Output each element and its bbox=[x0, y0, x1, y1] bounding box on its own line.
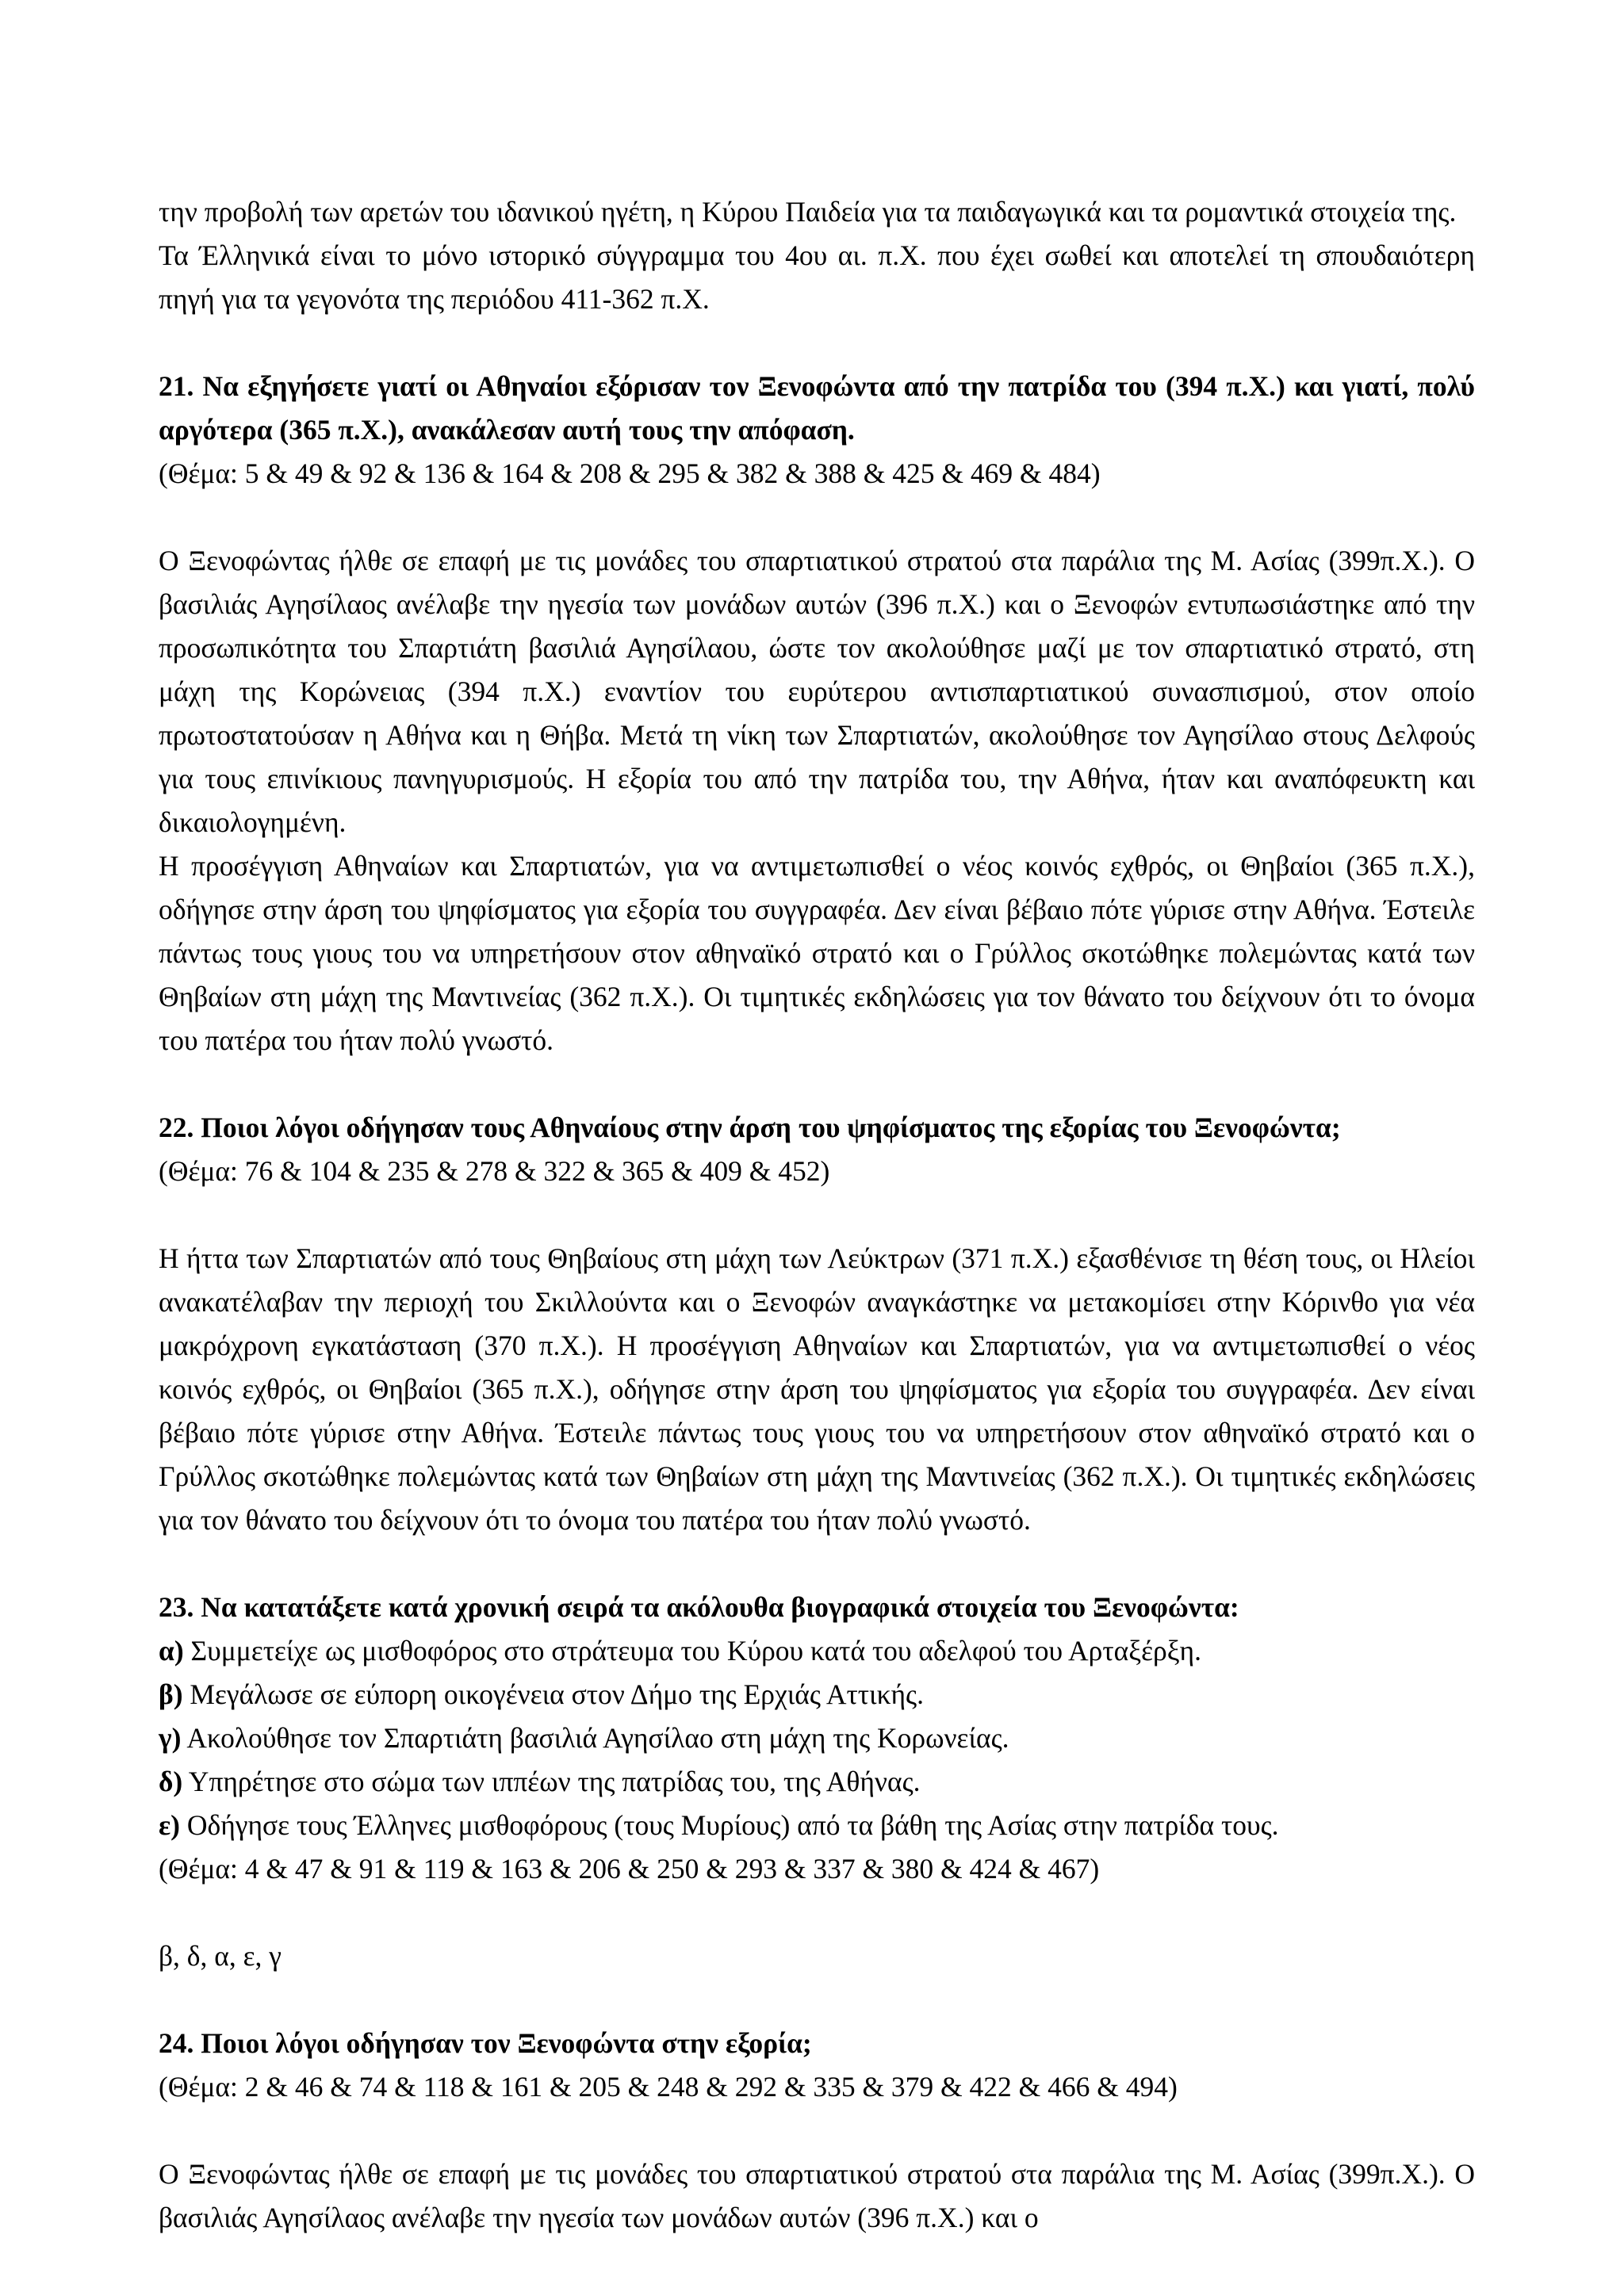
question-23-item-e bbox=[159, 1804, 1475, 1847]
item-letter: δ) bbox=[159, 1766, 183, 1797]
question-23-item-d bbox=[159, 1760, 1475, 1804]
item-text: Μεγάλωσε σε εύπορη οικογένεια στον Δήμο της Ερχιάς Αττικής. bbox=[182, 1678, 924, 1710]
question-24-answer-1: Ο Ξενοφώντας ήλθε σε επαφή με τις μονάδες του σπαρτιατικού στρατού στα παράλια της Μ. Ασίας (399π.Χ.). Ο βασιλιάς Αγησίλαος ανέλαβε την ηγεσία των μονάδων αυτών (396 π.Χ.) και ο bbox=[159, 2158, 1475, 2233]
question-22-themes: (Θέμα: 76 & 104 & 235 & 278 & 322 & 365 & 409 & 452) bbox=[159, 1155, 830, 1187]
spacer bbox=[159, 2109, 1475, 2152]
question-24-title: 24. Ποιοι λόγοι οδήγησαν τον Ξενοφώντα στην εξορία; bbox=[159, 2027, 812, 2059]
document-page bbox=[159, 190, 1475, 2240]
question-21-answer-2: Η προσέγγιση Αθηναίων και Σπαρτιατών, για να αντιμετωπισθεί ο νέος κοινός εχθρός, οι Θηβαίοι (365 π.Χ.), οδήγησε στην άρση του ψηφίσματος για εξορία του συγγραφέα. Δεν είναι βέβαιο πότε γύρισε στην Αθήνα. Έστειλε πάντως τους γιους του να υπηρετήσουν στον αθηναϊκό στρατό και ο Γρύλλος σκοτώθηκε πολεμώντας κατά των Θηβαίων στη μάχη της Μαντινείας (362 π.Χ.). Οι τιμητικές εκδηλώσεις για τον θάνατο του δείχνουν ότι το όνομα του πατέρα του ήταν πολύ γνωστό. bbox=[159, 850, 1475, 1056]
question-23-item-c bbox=[159, 1716, 1475, 1760]
item-text: Υπηρέτησε στο σώμα των ιππέων της πατρίδας του, της Αθήνας. bbox=[182, 1766, 921, 1797]
question-23-item-b bbox=[159, 1673, 1475, 1716]
item-text: Οδήγησε τους Έλληνες μισθοφόρους (τους Μυρίους) από τα βάθη της Ασίας στην πατρίδα τους. bbox=[180, 1809, 1279, 1841]
question-21-themes: (Θέμα: 5 & 49 & 92 & 136 & 164 & 208 & 295 & 382 & 388 & 425 & 469 & 484) bbox=[159, 457, 1101, 489]
item-letter: α) bbox=[159, 1635, 184, 1667]
spacer bbox=[159, 1978, 1475, 2022]
intro-paragraph-2: Τα Έλληνικά είναι το μόνο ιστορικό σύγγραμμα του 4ου αι. π.Χ. που έχει σωθεί και αποτελεί τη σπουδαιότερη πηγή για τα γεγονότα της περιόδου 411-362 π.Χ. bbox=[159, 239, 1475, 315]
question-21-title: 21. Να εξηγήσετε γιατί οι Αθηναίοι εξόρισαν τον Ξενοφώντα από την πατρίδα του (394 π.Χ.) και γιατί, πολύ αργότερα (365 π.Χ.), ανακάλεσαν αυτή τους την απόφαση. bbox=[159, 370, 1475, 446]
spacer bbox=[159, 1193, 1475, 1237]
spacer bbox=[159, 496, 1475, 539]
spacer bbox=[159, 321, 1475, 365]
question-24-themes: (Θέμα: 2 & 46 & 74 & 118 & 161 & 205 & 248 & 292 & 335 & 379 & 422 & 466 & 494) bbox=[159, 2071, 1178, 2103]
spacer bbox=[159, 1542, 1475, 1586]
question-22-title: 22. Ποιοι λόγοι οδήγησαν τους Αθηναίους στην άρση του ψηφίσματος της εξορίας του Ξενοφώντα; bbox=[159, 1112, 1341, 1143]
item-letter: γ) bbox=[159, 1722, 182, 1754]
intro-paragraph-1: την προβολή των αρετών του ιδανικού ηγέτη, η Κύρου Παιδεία για τα παιδαγωγικά και τα ρομαντικά στοιχεία της. bbox=[159, 196, 1457, 228]
question-23-item-a bbox=[159, 1629, 1475, 1673]
question-22-answer-1: Η ήττα των Σπαρτιατών από τους Θηβαίους στη μάχη των Λεύκτρων (371 π.Χ.) εξασθένισε τη θέση τους, οι Ηλείοι ανακατέλαβαν την περιοχή του Σκιλλούντα και ο Ξενοφών αναγκάστηκε να μετακομίσει στην Κόρινθο για νέα μακρόχρονη εγκατάσταση (370 π.Χ.). Η προσέγγιση Αθηναίων και Σπαρτιατών, για να αντιμετωπισθεί ο νέος κοινός εχθρός, οι Θηβαίοι (365 π.Χ.), οδήγησε στην άρση του ψηφίσματος για εξορία του συγγραφέα. Δεν είναι βέβαιο πότε γύρισε στην Αθήνα. Έστειλε πάντως τους γιους του να υπηρετήσουν στον αθηναϊκό στρατό και ο Γρύλλος σκοτώθηκε πολεμώντας κατά των Θηβαίων στη μάχη της Μαντινείας (362 π.Χ.). Οι τιμητικές εκδηλώσεις για τον θάνατο του δείχνουν ότι το όνομα του πατέρα του ήταν πολύ γνωστό. bbox=[159, 1242, 1475, 1536]
question-23-themes: (Θέμα: 4 & 47 & 91 & 119 & 163 & 206 & 250 & 293 & 337 & 380 & 424 & 467) bbox=[159, 1853, 1100, 1885]
question-23-title: 23. Να κατατάξετε κατά χρονική σειρά τα ακόλουθα βιογραφικά στοιχεία του Ξενοφώντα: bbox=[159, 1591, 1239, 1623]
spacer bbox=[159, 1891, 1475, 1934]
spacer bbox=[159, 1062, 1475, 1106]
item-text: Συμμετείχε ως μισθοφόρος στο στράτευμα του Κύρου κατά του αδελφού του Αρταξέρξη. bbox=[183, 1635, 1201, 1667]
item-letter: β) bbox=[159, 1678, 183, 1710]
item-letter: ε) bbox=[159, 1809, 180, 1841]
question-21-answer-1: Ο Ξενοφώντας ήλθε σε επαφή με τις μονάδες του σπαρτιατικού στρατού στα παράλια της Μ. Ασίας (399π.Χ.). Ο βασιλιάς Αγησίλαος ανέλαβε την ηγεσία των μονάδων αυτών (396 π.Χ.) και ο Ξενοφών εντυπωσιάστηκε από την προσωπικότητα του Σπαρτιάτη βασιλιά Αγησίλαου, ώστε τον ακολούθησε μαζί με τον σπαρτιατικό στρατό, στη μάχη της Κορώνειας (394 π.Χ.) εναντίον του ευρύτερου αντισπαρτιατικού συνασπισμού, στον οποίο πρωτοστατούσαν η Αθήνα και η Θήβα. Μετά τη νίκη των Σπαρτιατών, ακολούθησε τον Αγησίλαο στους Δελφούς για τους επινίκιους πανηγυρισμούς. Η εξορία του από την πατρίδα του, την Αθήνα, ήταν και αναπόφευκτη και δικαιολογημένη. bbox=[159, 545, 1475, 838]
question-23-answer: β, δ, α, ε, γ bbox=[159, 1940, 282, 1972]
item-text: Ακολούθησε τον Σπαρτιάτη βασιλιά Αγησίλαο στη μάχη της Κορωνείας. bbox=[181, 1722, 1009, 1754]
